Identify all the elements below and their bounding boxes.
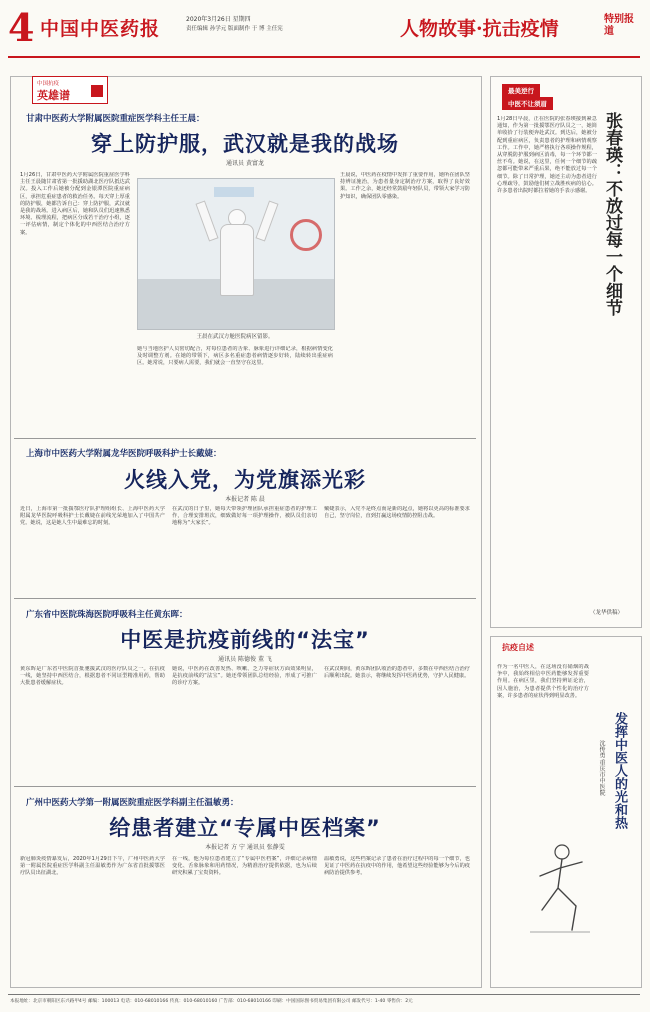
separator-3 — [14, 786, 476, 787]
masthead-rule — [8, 56, 640, 58]
right-top-box-title: 最美逆行 — [502, 84, 540, 97]
article2-body-col1: 近日，上海市第一批援鄂医疗队护理组组长、上海中医药大学附属龙华医院呼吸科护士长戴婕在前线光荣地加入了中国共产党。她说，这是她人生中最难忘的时刻。 — [20, 506, 165, 527]
footer-rule — [8, 994, 640, 995]
article4-body-col1: 新冠肺炎疫情暴发后，2020年1月29日下午，广州中医药大学第一附属医院重症医学科副主任温敏勇作为广东省首批援鄂医疗队员出征湖北。 — [20, 856, 165, 877]
right-bottom-vertical-title: 发挥中医人的光和热 — [612, 712, 627, 829]
photo-decoration-ring — [290, 219, 322, 251]
article1-body-col3: 王晨说，中医药在疫情中发挥了重要作用，她所在团队坚持辨证施治，为患者量身定制治疗方案，取得了良好效果。工作之余，她还经常鼓励年轻队员，带领大家学习防护知识，确保团队零感染。 — [340, 172, 470, 200]
article3-body-col3: 在武汉期间，黄东晖团队收治的患者中，多数在中西医结合治疗后顺利出院。她表示，将继续发挥中医药优势，守护人民健康。 — [324, 666, 470, 680]
article1-body-col1: 1月26日，甘肃中医药大学附属医院重症医学科主任王晨随甘肃省第一批援助湖北医疗队抵达武汉。投入工作后她被分配到金银潭医院重症病区，承担危重症患者的救治任务。每天穿上厚重的防护服，她都告诉自己：穿上防护服，武汉就是我的战场。进入病区后，她和队员们迅速熟悉环境、梳理流程，把病区分成若干治疗小组，逐一评估病情，制定个体化的中西医结合治疗方案。 — [20, 172, 130, 236]
column-tag-line2: 英雄谱 — [37, 89, 70, 102]
column-tag-line1: 中国抗疫 — [37, 81, 60, 87]
section-title: 人物故事·抗击疫情 — [400, 18, 559, 40]
article2-body-col3: 戴婕表示，入党不是终点而是新的起点，她将以更高的标准要求自己，坚守岗位，直到打赢这场疫情防控阻击战。 — [324, 506, 470, 520]
article2-kicker: 上海市中医药大学附属龙华医院呼吸科护士长戴婕： — [26, 449, 222, 459]
right-bottom-author-note: 沈传勇 重庆市中医院 — [598, 740, 605, 796]
right-top-box-subtitle: 中医不让须眉 — [502, 97, 553, 110]
article1-body-col2: 她与当地医护人员密切配合，对每位患者的舌象、脉象进行详细记录，根据病情变化及时调整方剂。在她的带领下，病区多名重症患者病情逐步好转，陆续转出重症病区。她常说，只要病人需要，我们就会一直坚守在这里。 — [137, 346, 333, 367]
issue-date: 2020年3月26日 星期四 — [186, 16, 251, 23]
right-top-vertical-title: 张春瑛：不放过每一个细节 — [602, 112, 622, 316]
article4-body-col2: 在一线，他为每位患者建立了“专属中医档案”，详细记录病情变化、舌象脉象和用药情况，为精准治疗提供依据，也为后续研究积累了宝贵资料。 — [172, 856, 317, 877]
separator-1 — [14, 438, 476, 439]
special-report-label: 特别报道 — [604, 14, 634, 37]
photo-ward-sign — [214, 187, 254, 197]
article3-headline: 中医是抗疫前线的“法宝” — [120, 628, 370, 652]
page-number: 4 — [8, 5, 35, 50]
article4-headline: 给患者建立“专属中医档案” — [109, 816, 381, 840]
article1-headline: 穿上防护服，武汉就是我的战场 — [91, 132, 399, 156]
article3-body-col1: 黄东晖是广东省中医院首批驰援武汉的医疗队员之一。在抗疫一线，她坚持中西医结合，根据患者不同证型精准用药，帮助大批患者缓解症状。 — [20, 666, 165, 687]
footer-text: 本报地址：北京市朝阳区东兴路甲4号 邮编：100013 电话：010-68010166 传真：010-68010160 广告部：010-68010166 印刷：中国国际图书贸易集团有限公司 邮发代号：1-40 零售价：2元 — [10, 999, 413, 1004]
photo-figure-suit — [220, 224, 254, 296]
issue-editors: 责任编辑 孙学元 版面制作 于 博 主任宪 — [186, 26, 283, 32]
article2-body-col2: 在武汉的日子里，她每天带领护理团队承担重症患者的护理工作，合理安排班次，细致做好每一项护理操作，被队员们亲切地称为“大家长”。 — [172, 506, 317, 527]
article1-photo-caption: 王晨在武汉方舱医院病区留影。 — [196, 334, 274, 340]
masthead — [0, 0, 650, 62]
article4-byline: 本报记者 方 宁 通讯员 张静雯 — [205, 844, 285, 851]
right-top-body: 1月28日早晨，正在医院的张春瑛接到紧急通知，作为第一批援鄂医疗队员之一，她简单收拾了行装便奔赴武汉。到达后，她被分配到重症病区，负责患者的护理和病情观察工作。工作中，她严格执行各项操作规程，从穿脱防护服到病区消毒，每一个环节都一丝不苟。她说，在这里，任何一个细节的疏忽都可能带来严重后果，绝不能放过每一个细节。除了日常护理，她还主动为患者进行心理疏导，鼓励他们树立战胜疾病的信心。许多患者出院时都拉着她的手表示感谢。 — [497, 116, 597, 195]
article2-byline: 本报记者 陈 晨 — [225, 496, 265, 503]
article3-body-col2: 她说，中医药在改善发热、咳嗽、乏力等症状方面效果明显，是抗疫前线的“法宝”。她还带领团队总结经验，形成了可推广的诊疗方案。 — [172, 666, 317, 687]
column-tag — [32, 76, 108, 104]
article1-byline: 通讯员 黄富龙 — [226, 160, 264, 167]
article3-kicker: 广东省中医院珠海医院呼吸科主任黄东晖： — [26, 610, 188, 620]
right-top-author: （龙华供稿） — [590, 610, 624, 616]
column-tag-seal-icon — [91, 85, 103, 97]
paper-name-logo: 中国中医药报 — [40, 18, 161, 40]
article1-kicker: 甘肃中医药大学附属医院重症医学科主任王晨： — [26, 114, 205, 124]
runner-sketch-illustration — [520, 840, 600, 940]
article3-byline: 通讯员 陈德俊 董 飞 — [218, 656, 272, 663]
right-bottom-box-title: 抗疫自述 — [502, 643, 534, 652]
right-bottom-body: 作为一名中医人，在这场没有硝烟的战争中，我始终相信中医药能够发挥重要作用。在病区里，我们坚持辨证论治，因人施治，为患者提供个性化的治疗方案，许多患者的症状得到明显改善。 — [497, 664, 589, 699]
article2-headline: 火线入党，为党旗添光彩 — [124, 468, 366, 492]
article4-body-col3: 温敏勇说，这些档案记录了患者在治疗过程中的每一个细节，也见证了中医药在抗疫中的作用，他希望这些经验能够为今后的疫病防治提供参考。 — [324, 856, 470, 877]
article4-kicker: 广州中医药大学第一附属医院重症医学科副主任温敏勇： — [26, 798, 239, 808]
article1-photo — [137, 178, 335, 330]
separator-2 — [14, 598, 476, 599]
